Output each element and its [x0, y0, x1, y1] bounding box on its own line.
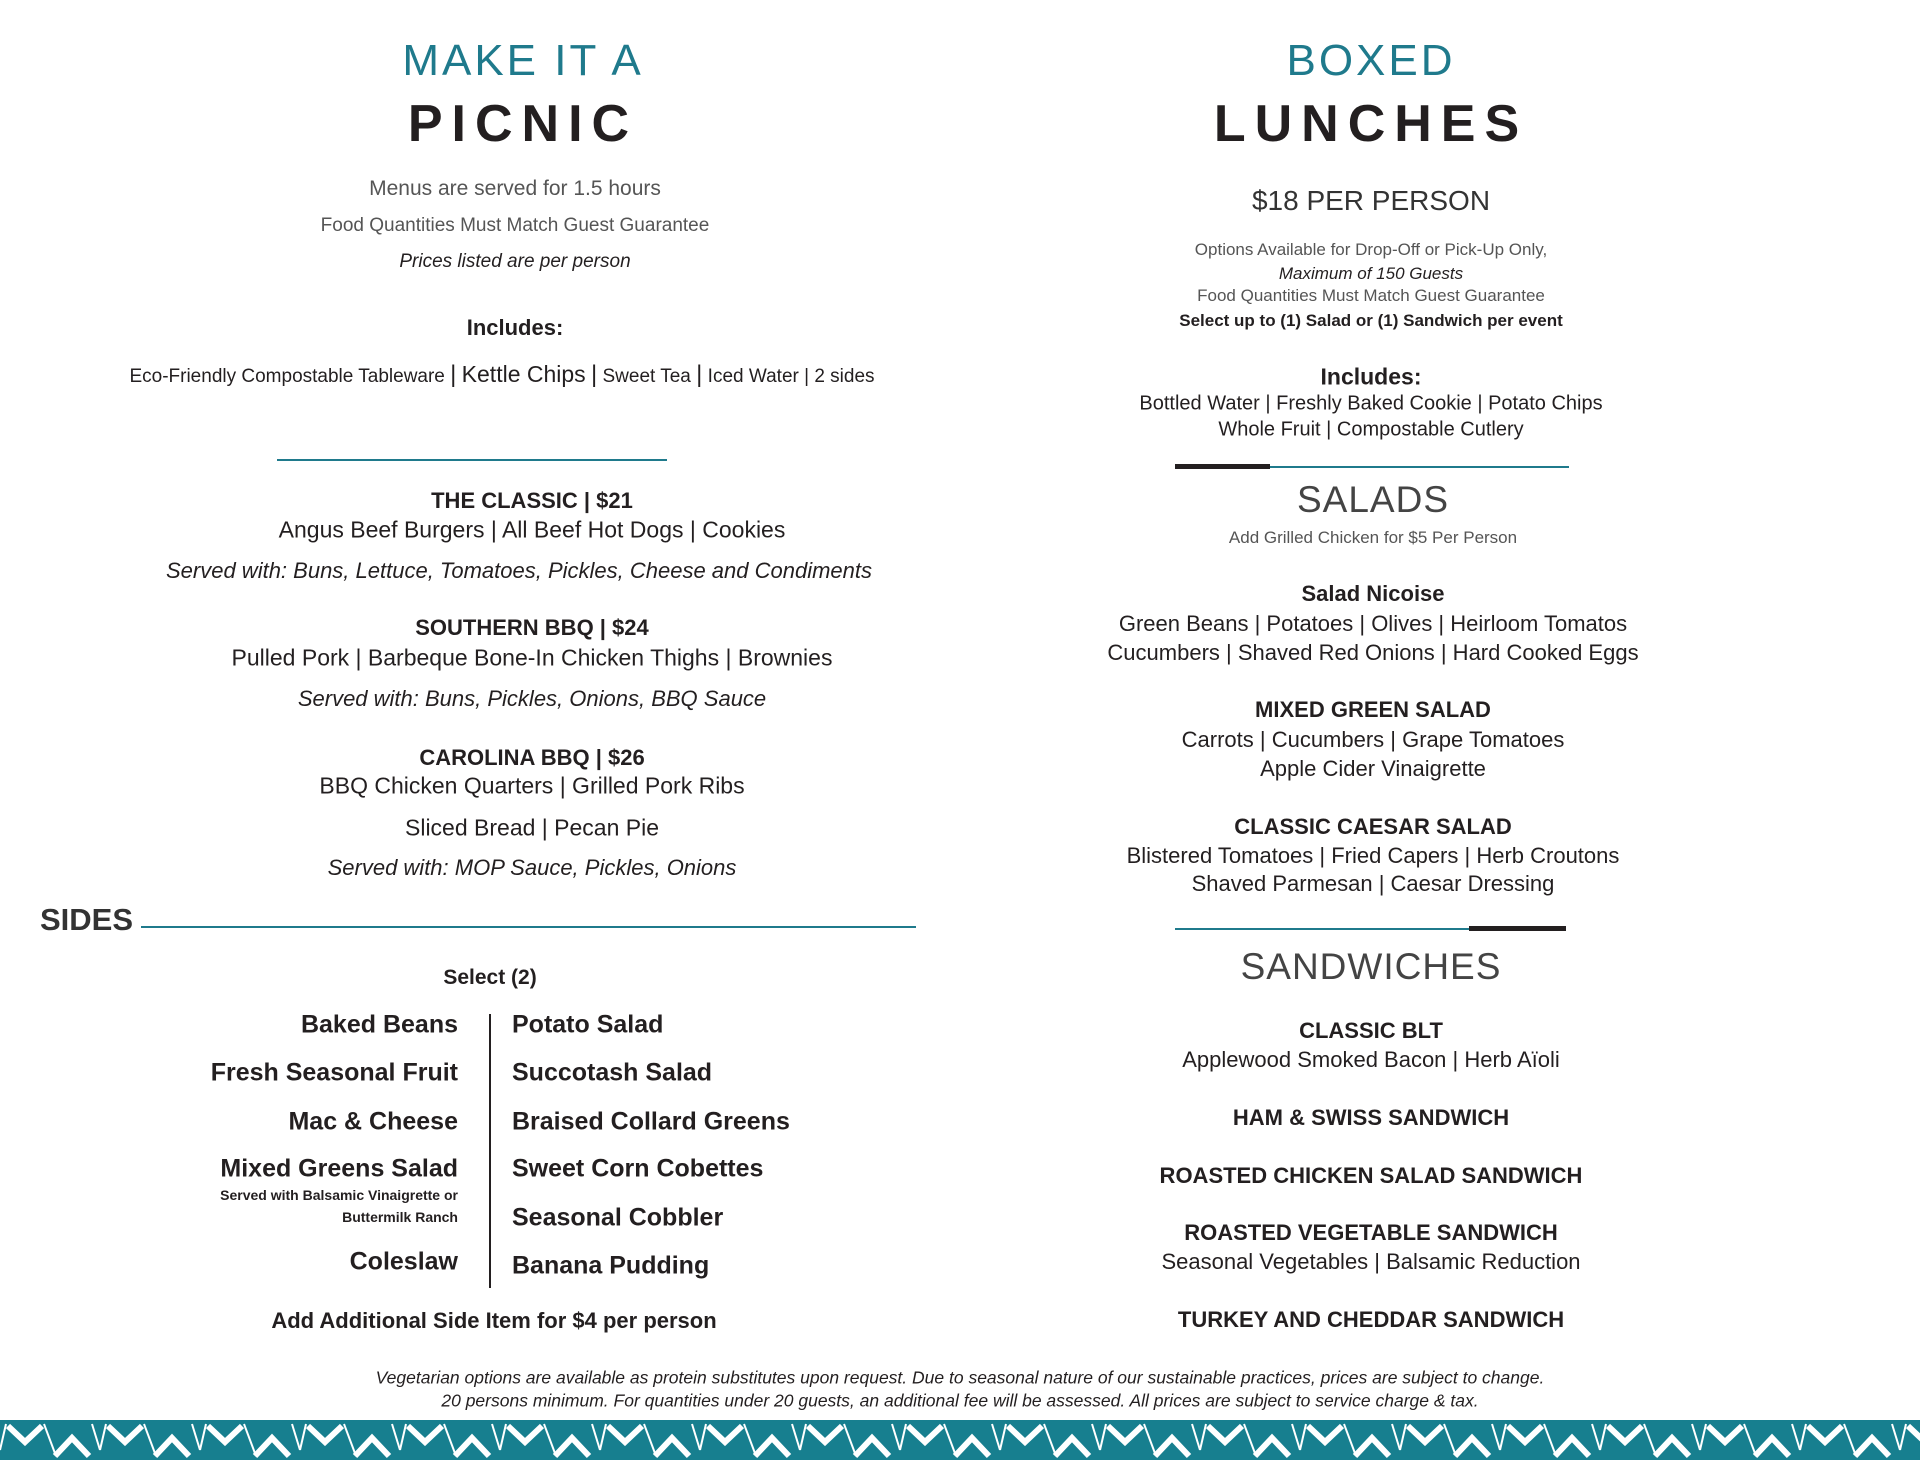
sides-additional: Add Additional Side Item for $4 per person: [271, 1308, 717, 1333]
side-item: Potato Salad: [512, 1010, 664, 1039]
salad-desc: Carrots | Cucumbers | Grape Tomatoes: [1181, 727, 1565, 752]
package-served: Served with: Buns, Lettuce, Tomatoes, Pickles, Cheese and Condiments: [165, 558, 873, 583]
sandwiches-title: SANDWICHES: [1240, 946, 1502, 987]
sandwich-desc: Applewood Smoked Bacon | Herb Aïoli: [1182, 1047, 1560, 1072]
chevron-pattern: [0, 1420, 1920, 1460]
package-name: SOUTHERN BBQ | $24: [415, 615, 649, 640]
boxed-includes: Bottled Water | Freshly Baked Cookie | Potato Chips: [1139, 392, 1603, 415]
salad-name: Salad Nicoise: [1301, 581, 1445, 606]
picnic-note: Menus are served for 1.5 hours: [369, 177, 661, 200]
sandwich-name: TURKEY AND CHEDDAR SANDWICH: [1177, 1307, 1565, 1332]
note-line: Buttermilk Ranch: [342, 1209, 458, 1225]
sides-divider: [489, 1014, 491, 1288]
picnic-note: Food Quantities Must Match Guest Guarantee: [320, 215, 710, 236]
boxed-title: LUNCHES: [1213, 95, 1529, 153]
boxed-note: Options Available for Drop-Off or Pick-Up Only,: [1194, 240, 1548, 259]
boxed-includes-label: Includes:: [1320, 363, 1422, 390]
package-served: Served with: MOP Sauce, Pickles, Onions: [327, 855, 737, 880]
include-item: Kettle Chips: [461, 361, 586, 387]
salads-note: Add Grilled Chicken for $5 Per Person: [1228, 528, 1518, 547]
note-line: Served with Balsamic Vinaigrette or: [220, 1187, 458, 1203]
boxed-note: Select up to (1) Salad or (1) Sandwich per event: [1179, 311, 1563, 330]
side-item: Mixed Greens Salad: [220, 1154, 458, 1183]
picnic-title: PICNIC: [407, 95, 639, 153]
side-item: Fresh Seasonal Fruit: [210, 1058, 458, 1087]
boxed-note: Maximum of 150 Guests: [1278, 264, 1464, 283]
divider-accent: [1469, 926, 1566, 931]
separator: |: [450, 361, 457, 388]
package-items: Angus Beef Burgers | All Beef Hot Dogs | Cookies: [278, 516, 786, 543]
boxed-price: $18 PER PERSON: [1251, 185, 1491, 216]
side-item: Sweet Corn Cobettes: [512, 1154, 764, 1183]
picnic-includes-label: Includes:: [466, 315, 564, 340]
separator: |: [590, 361, 598, 388]
side-item: Mac & Cheese: [288, 1107, 458, 1136]
sides-title: SIDES: [40, 902, 134, 937]
sandwich-name: CLASSIC BLT: [1299, 1018, 1443, 1043]
side-item: Seasonal Cobbler: [512, 1203, 724, 1232]
include-item: Eco-Friendly Compostable Tableware: [129, 366, 445, 387]
salad-name: CLASSIC CAESAR SALAD: [1234, 814, 1512, 839]
side-item: Succotash Salad: [512, 1058, 713, 1087]
salad-name: MIXED GREEN SALAD: [1255, 697, 1491, 722]
side-item: Braised Collard Greens: [512, 1107, 790, 1136]
include-item: Sweet Tea: [602, 366, 691, 387]
side-item: Coleslaw: [349, 1247, 458, 1276]
sandwich-name: HAM & SWISS SANDWICH: [1232, 1105, 1510, 1130]
divider: [141, 926, 916, 928]
picnic-includes: [129, 361, 874, 389]
side-item: Banana Pudding: [512, 1251, 710, 1280]
picnic-title-top: MAKE IT A: [402, 36, 644, 85]
boxed-note: Food Quantities Must Match Guest Guarantee: [1197, 286, 1545, 305]
salad-desc: Blistered Tomatoes | Fried Capers | Herb Croutons: [1126, 843, 1620, 868]
salad-desc: Apple Cider Vinaigrette: [1260, 756, 1486, 781]
sandwich-name: ROASTED CHICKEN SALAD SANDWICH: [1159, 1163, 1583, 1188]
side-item-note: [220, 1184, 458, 1228]
sandwich-desc: Seasonal Vegetables | Balsamic Reduction: [1161, 1249, 1581, 1274]
package-items: Sliced Bread | Pecan Pie: [404, 814, 660, 841]
divider-accent: [1175, 464, 1270, 469]
sides-select: Select (2): [443, 966, 537, 989]
separator: |: [696, 361, 703, 388]
salad-desc: Cucumbers | Shaved Red Onions | Hard Cooked Eggs: [1107, 640, 1639, 665]
package-name: THE CLASSIC | $21: [431, 488, 633, 513]
sandwich-name: ROASTED VEGETABLE SANDWICH: [1184, 1220, 1558, 1245]
divider: [277, 459, 667, 461]
picnic-note: Prices listed are per person: [399, 251, 631, 272]
package-served: Served with: Buns, Pickles, Onions, BBQ Sauce: [297, 686, 767, 711]
package-items: Pulled Pork | Barbeque Bone-In Chicken Thighs | Brownies: [231, 644, 833, 671]
boxed-title-top: BOXED: [1286, 36, 1456, 85]
include-item: Iced Water | 2 sides: [707, 366, 875, 387]
decorative-border: [0, 1418, 1920, 1462]
footer-note: 20 persons minimum. For quantities under 20 guests, an additional fee will be assessed. All prices are subject to service charge & tax.: [441, 1390, 1479, 1411]
package-name: CAROLINA BBQ | $26: [419, 745, 645, 770]
footer-note: Vegetarian options are available as protein substitutes upon request. Due to seasonal nature of our sustainable practices, prices are subject to change.: [375, 1367, 1545, 1388]
boxed-includes: Whole Fruit | Compostable Cutlery: [1218, 418, 1524, 441]
salad-desc: Green Beans | Potatoes | Olives | Heirloom Tomatos: [1118, 611, 1628, 636]
package-items: BBQ Chicken Quarters | Grilled Pork Ribs: [319, 772, 745, 799]
side-item: Baked Beans: [300, 1010, 458, 1039]
salad-desc: Shaved Parmesan | Caesar Dressing: [1191, 871, 1555, 896]
salads-title: SALADS: [1296, 479, 1450, 520]
